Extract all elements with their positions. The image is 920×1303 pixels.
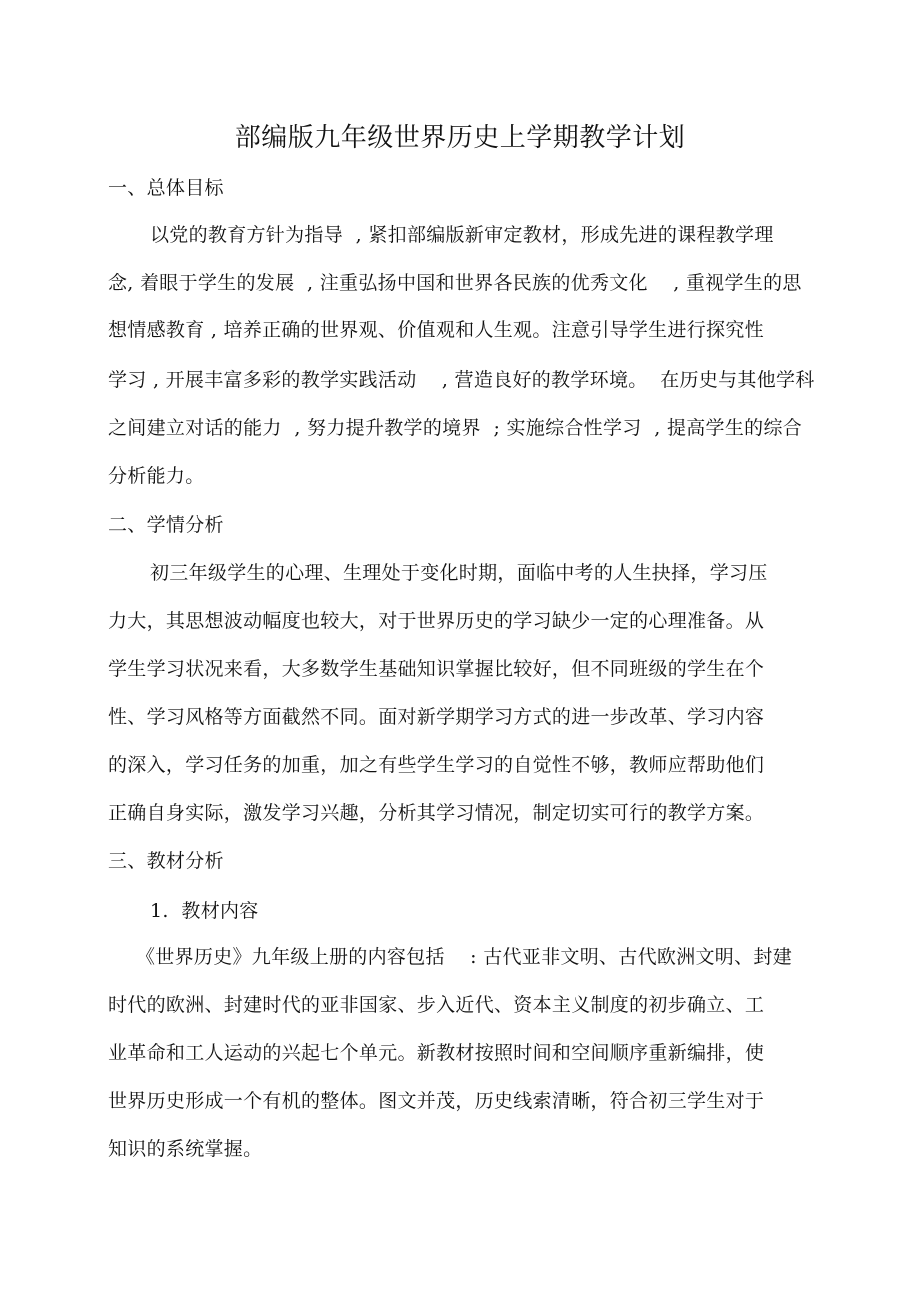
- paragraph-line: 世界历史形成一个有机的整体。图文并茂，历史线索清晰，符合初三学生对于: [108, 1090, 765, 1112]
- paragraph-line: 性、学习风格等方面截然不同。面对新学期学习方式的进一步改革、学习内容: [108, 706, 765, 728]
- paragraph-line: 知识的系统掌握。: [108, 1138, 263, 1160]
- paragraph-line: 以党的教育方针为指导 , 紧扣部编版新审定教材，形成先进的课程教学理: [150, 224, 774, 246]
- paragraph-line: 学习 , 开展丰富多彩的教学实践活动 , 营造良好的教学环境。 在历史与其他学科: [108, 369, 815, 391]
- subsection-heading: 1. 教材内容: [150, 900, 259, 922]
- paragraph-line: 时代的欧洲、封建时代的亚非国家、步入近代、资本主义制度的初步确立、工: [108, 994, 765, 1016]
- paragraph-line: 《世界历史》九年级上册的内容包括 : 古代亚非文明、古代欧洲文明、封建: [136, 946, 793, 968]
- paragraph-line: 分析能力。: [108, 465, 205, 487]
- paragraph-line: 正确自身实际，激发学习兴趣，分析其学习情况，制定切实可行的教学方案。: [108, 802, 765, 824]
- paragraph-line: 想情感教育 , 培养正确的世界观、价值观和人生观。注意引导学生进行探究性: [108, 319, 764, 341]
- section-heading: 一、总体目标: [108, 177, 224, 199]
- paragraph-line: 业革命和工人运动的兴起七个单元。新教材按照时间和空间顺序重新编排，使: [108, 1042, 765, 1064]
- paragraph-line: 学生学习状况来看，大多数学生基础知识掌握比较好，但不同班级的学生在个: [108, 658, 765, 680]
- document-title: 部编版九年级世界历史上学期教学计划: [234, 123, 686, 153]
- paragraph-line: 念, 着眼于学生的发展 , 注重弘扬中国和世界各民族的优秀文化 , 重视学生的思: [108, 272, 802, 294]
- paragraph-line: 力大，其思想波动幅度也较大，对于世界历史的学习缺少一定的心理准备。从: [108, 610, 765, 632]
- section-heading: 二、学情分析: [108, 514, 224, 536]
- paragraph-line: 初三年级学生的心理、生理处于变化时期，面临中考的人生抉择，学习压: [150, 562, 768, 584]
- paragraph-line: 之间建立对话的能力 , 努力提升教学的境界 ; 实施综合性学习 , 提高学生的综合: [108, 417, 803, 439]
- section-heading: 三、教材分析: [108, 850, 224, 872]
- paragraph-line: 的深入，学习任务的加重，加之有些学生学习的自觉性不够，教师应帮助他们: [108, 754, 765, 776]
